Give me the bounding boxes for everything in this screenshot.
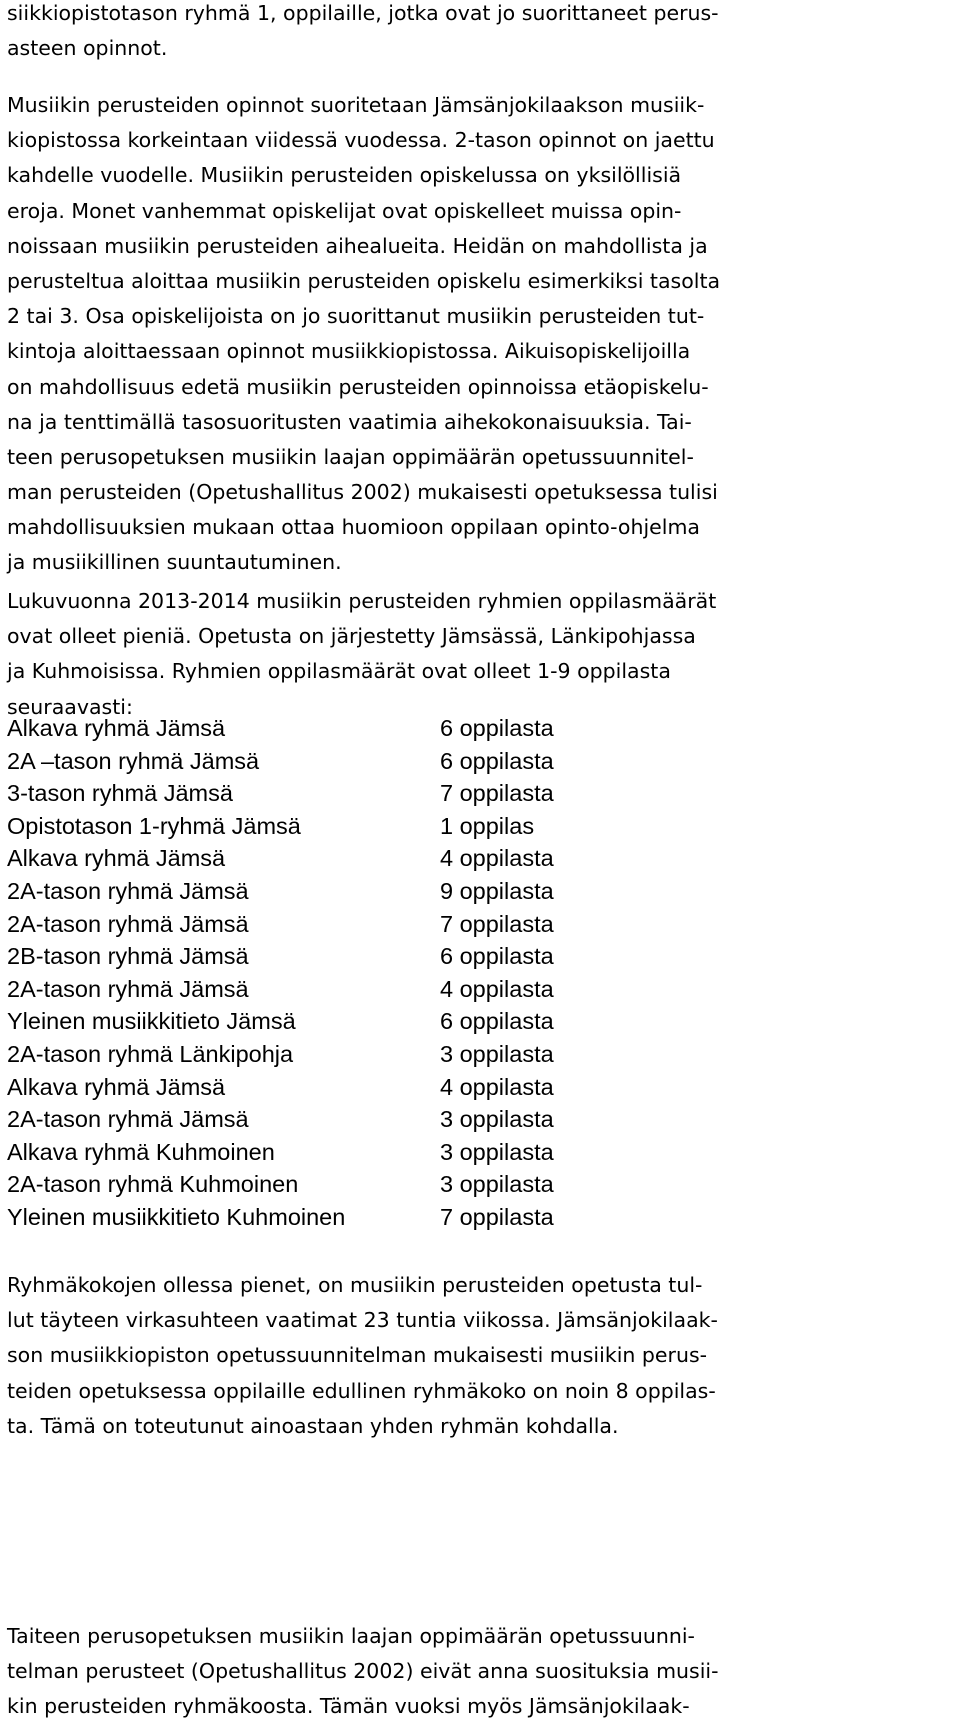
student-count: 3 oppilasta <box>440 1040 554 1067</box>
paragraph-intro-tail <box>7 0 960 66</box>
table-row <box>7 973 707 1006</box>
student-count: 7 oppilasta <box>440 910 554 937</box>
text-line: Taiteen perusopetuksen musiikin laajan oppimäärän opetussuunni- <box>7 1624 695 1648</box>
group-name: 2A-tason ryhmä Jämsä <box>7 877 249 904</box>
group-name: 2A –tason ryhmä Jämsä <box>7 747 260 774</box>
student-count: 4 oppilasta <box>440 1073 554 1100</box>
text-line: man perusteiden (Opetushallitus 2002) mukaisesti opetuksessa tulisi <box>7 480 718 505</box>
group-name: 2A-tason ryhmä Jämsä <box>7 975 249 1002</box>
student-count: 6 oppilasta <box>440 1008 554 1035</box>
table-row <box>7 1168 707 1201</box>
text-line: siikkiopistotason ryhmä 1, oppilaille, jotka ovat jo suorittaneet perus- <box>7 1 719 25</box>
group-name: 2A-tason ryhmä Jämsä <box>7 1106 249 1133</box>
student-count: 7 oppilasta <box>440 1203 554 1230</box>
group-name: Alkava ryhmä Jämsä <box>7 1073 226 1100</box>
group-name: 2A-tason ryhmä Länkipohja <box>7 1040 294 1067</box>
text-line: on mahdollisuus edetä musiikin perusteiden opinnoissa etäopiskelu- <box>7 374 709 399</box>
text-line: perusteltua aloittaa musiikin perusteiden opiskelu esimerkiksi tasolta <box>7 268 721 293</box>
group-name: 3-tason ryhmä Jämsä <box>7 780 233 807</box>
table-row <box>7 940 707 973</box>
group-name: Opistotason 1-ryhmä Jämsä <box>7 812 301 839</box>
group-name: Alkava ryhmä Kuhmoinen <box>7 1138 275 1165</box>
student-count: 4 oppilasta <box>440 845 554 872</box>
paragraph-studies <box>7 88 960 581</box>
student-count: 3 oppilasta <box>440 1106 554 1133</box>
student-count: 6 oppilasta <box>440 747 554 774</box>
group-name: 2A-tason ryhmä Kuhmoinen <box>7 1171 299 1198</box>
text-line: telman perusteet (Opetushallitus 2002) eivät anna suosituksia musii- <box>7 1659 719 1684</box>
table-row <box>7 712 707 745</box>
text-line: noissaan musiikin perusteiden aihealueita. Heidän on mahdollista ja <box>7 233 708 258</box>
text-line: teiden opetuksessa oppilaille edullinen ryhmäkoko on noin 8 oppilas- <box>7 1378 716 1403</box>
text-line: 2 tai 3. Osa opiskelijoista on jo suorittanut musiikin perusteiden tut- <box>7 304 705 329</box>
table-row <box>7 1038 707 1071</box>
table-row <box>7 810 707 843</box>
table-row <box>7 1005 707 1038</box>
text-line: kahdelle vuodelle. Musiikin perusteiden opiskelussa on yksilöllisiä <box>7 163 682 188</box>
table-row <box>7 777 707 810</box>
table-row <box>7 1103 707 1136</box>
paragraph-group-size-remarks <box>7 1268 960 1444</box>
text-line: eroja. Monet vanhemmat opiskelijat ovat opiskelleet muissa opin- <box>7 198 682 223</box>
table-row <box>7 745 707 778</box>
group-name: Yleinen musiikkitieto Jämsä <box>7 1008 296 1035</box>
group-name: Yleinen musiikkitieto Kuhmoinen <box>7 1203 346 1230</box>
group-size-table <box>7 712 707 1234</box>
table-row <box>7 1071 707 1104</box>
group-name: 2A-tason ryhmä Jämsä <box>7 910 249 937</box>
student-count: 4 oppilasta <box>440 975 554 1002</box>
student-count: 1 oppilas <box>440 812 535 839</box>
group-name: Alkava ryhmä Jämsä <box>7 715 226 741</box>
student-count: 6 oppilasta <box>440 715 554 741</box>
paragraph-curriculum <box>7 1619 960 1725</box>
text-line: Ryhmäkokojen ollessa pienet, on musiikin perusteiden opetusta tul- <box>7 1273 703 1297</box>
text-line: na ja tenttimällä tasosuoritusten vaatimia aihekokonaisuuksia. Tai- <box>7 409 692 434</box>
text-line: Musiikin perusteiden opinnot suoritetaan Jämsänjokilaakson musiik- <box>7 93 705 117</box>
text-line: seuraavasti: <box>7 694 133 719</box>
text-line: ja Kuhmoisissa. Ryhmien oppilasmäärät ovat olleet 1-9 oppilasta <box>7 659 671 684</box>
text-line: kin perusteiden ryhmäkoosta. Tämän vuoksi myös Jämsänjokilaak- <box>7 1694 690 1719</box>
text-line: Lukuvuonna 2013-2014 musiikin perusteiden ryhmien oppilasmäärät <box>7 589 717 613</box>
text-line: lut täyteen virkasuhteen vaatimat 23 tuntia viikossa. Jämsänjokilaak- <box>7 1308 718 1333</box>
table-row <box>7 842 707 875</box>
text-line: mahdollisuuksien mukaan ottaa huomioon oppilaan opinto-ohjelma <box>7 515 700 540</box>
student-count: 9 oppilasta <box>440 877 554 904</box>
student-count: 3 oppilasta <box>440 1138 554 1165</box>
student-count: 3 oppilasta <box>440 1171 554 1198</box>
table-row <box>7 908 707 941</box>
text-line: ovat olleet pieniä. Opetusta on järjestetty Jämsässä, Länkipohjassa <box>7 624 696 649</box>
student-count: 6 oppilasta <box>440 943 554 970</box>
text-line: kiopistossa korkeintaan viidessä vuodessa. 2-tason opinnot on jaettu <box>7 128 715 153</box>
table-row <box>7 1136 707 1169</box>
text-line: teen perusopetuksen musiikin laajan oppimäärän opetussuunnitel- <box>7 444 694 469</box>
text-line: ja musiikillinen suuntautuminen. <box>7 550 342 575</box>
text-line: son musiikkiopiston opetussuunnitelman mukaisesti musiikin perus- <box>7 1343 708 1368</box>
text-line: ta. Tämä on toteutunut ainoastaan yhden ryhmän kohdalla. <box>7 1413 619 1438</box>
table-row <box>7 1201 707 1234</box>
text-line: asteen opinnot. <box>7 36 168 61</box>
group-name: 2B-tason ryhmä Jämsä <box>7 943 249 970</box>
paragraph-group-sizes <box>7 584 960 725</box>
table-row <box>7 875 707 908</box>
student-count: 7 oppilasta <box>440 780 554 807</box>
text-line: kintoja aloittaessaan opinnot musiikkiopistossa. Aikuisopiskelijoilla <box>7 339 691 364</box>
group-name: Alkava ryhmä Jämsä <box>7 845 226 872</box>
